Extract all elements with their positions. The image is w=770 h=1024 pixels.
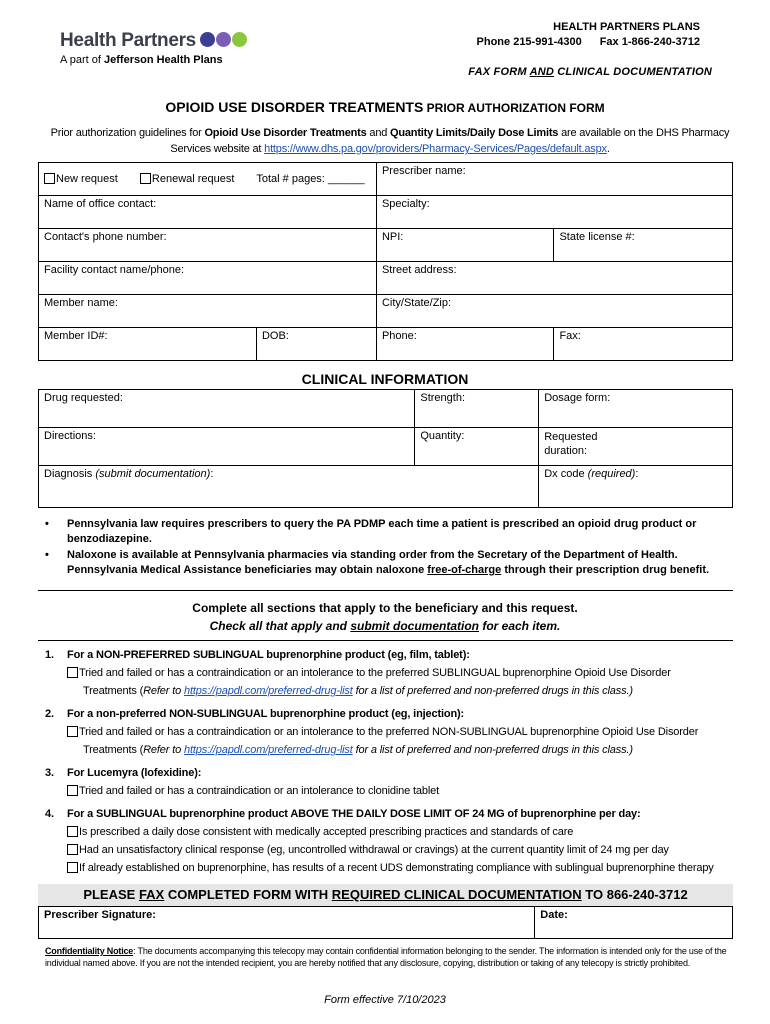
- prescriber-phone-label: Phone:: [381, 330, 417, 342]
- street-address-field[interactable]: [376, 262, 732, 295]
- drug-requested-label: Drug requested:: [44, 392, 123, 404]
- item-number: 3.: [45, 767, 54, 779]
- confidentiality-text: : The documents accompanying this telecopy may contain confidential information belonging to the sender. The information is intended only for the use of the individual named above. If you are not the intended recipient, you are hereby notified that any disclosure, copying, distribution or taking of any telecopy is strictly prohibited.: [45, 946, 727, 968]
- diagnosis-note: (submit documentation): [95, 468, 211, 480]
- member-name-field[interactable]: [39, 295, 377, 328]
- logo-tagline: [60, 54, 223, 66]
- free-of-charge-text: free-of-charge: [427, 564, 502, 576]
- intro-t3: are available on the DHS Pharmacy Services website at: [170, 127, 730, 155]
- fax-form-b: CLINICAL DOCUMENTATION: [554, 66, 712, 78]
- fax-bar-t2: COMPLETED FORM WITH: [164, 887, 332, 902]
- item1-option1-label: Tried and failed or has a contraindication or an intolerance to the preferred SUBLINGUAL buprenorphine Opioid Use Disorder: [79, 667, 671, 679]
- fax-bar-u1: FAX: [138, 887, 165, 902]
- contact-phone-label: Contact's phone number:: [44, 231, 167, 243]
- intro-t4: .: [606, 143, 610, 155]
- prescriber-signature-label: Prescriber Signature:: [44, 909, 156, 921]
- prescriber-name-label: Prescriber name:: [381, 165, 466, 177]
- instructions: [0, 599, 770, 635]
- logo-dot-1: [200, 32, 215, 47]
- quantity-field[interactable]: [415, 428, 539, 466]
- drug-requested-field[interactable]: [39, 390, 415, 428]
- dx-code-label: Dx code: [544, 468, 588, 480]
- dob-label: DOB:: [261, 330, 289, 342]
- prescriber-name-field[interactable]: [376, 163, 732, 196]
- confidentiality-notice: [45, 945, 735, 969]
- dob-field[interactable]: [256, 328, 376, 361]
- renewal-request-checkbox[interactable]: [140, 173, 151, 184]
- date-label: Date:: [540, 909, 568, 921]
- diagnosis-colon: :: [210, 468, 214, 480]
- fax-bar-t3: TO 866-240-3712: [581, 887, 688, 902]
- item4-option1-label: Is prescribed a daily dose consistent with medically accepted prescribing practices and standards of care: [79, 826, 574, 838]
- instructions-line2a: Check all that apply and: [209, 619, 351, 633]
- naloxone-bullet-text-b: through their prescription drug benefit.: [501, 564, 710, 576]
- quantity-label: Quantity:: [420, 430, 465, 442]
- logo-dot-2: [216, 32, 231, 47]
- item1-cont-i: Refer to: [143, 685, 184, 697]
- contact-phone-field[interactable]: [39, 229, 377, 262]
- criteria-list: [45, 646, 735, 882]
- logo-mark: [200, 32, 245, 48]
- state-license-label: State license #:: [559, 231, 635, 243]
- directions-label: Directions:: [44, 430, 96, 442]
- item-heading: For Lucemyra (lofexidine):: [67, 767, 202, 779]
- intro-b2: Quantity Limits/Daily Dose Limits: [390, 127, 559, 139]
- city-state-zip-field[interactable]: [376, 295, 732, 328]
- specialty-field[interactable]: [376, 196, 732, 229]
- item-heading: For a SUBLINGUAL buprenorphine product ABOVE THE DAILY DOSE LIMIT OF 24 MG of buprenorphine per day:: [67, 808, 641, 820]
- prescriber-fax-label: Fax:: [559, 330, 581, 342]
- instructions-line2b: for each item.: [479, 619, 561, 633]
- criteria-item-2: [45, 705, 735, 759]
- confidentiality-label: Confidentiality Notice: [45, 946, 134, 956]
- new-request-label: New request: [56, 173, 118, 185]
- item1-cont-b: for a list of preferred and non-preferred drugs in this class.): [352, 685, 633, 697]
- total-pages-field[interactable]: Total # pages: ______: [256, 173, 365, 185]
- logo-tagline-prefix: A part of: [60, 54, 105, 66]
- item1-option1-checkbox[interactable]: [67, 667, 78, 678]
- criteria-item-3: [45, 764, 735, 800]
- fax-bar-t1: PLEASE: [83, 887, 139, 902]
- new-request-checkbox[interactable]: [44, 173, 55, 184]
- item4-option3-label: If already established on buprenorphine, has results of a recent UDS demonstrating compliance with sublingual buprenorphine therapy: [79, 862, 714, 874]
- item-number: 4.: [45, 808, 54, 820]
- npi-label: NPI:: [381, 231, 404, 243]
- item-heading: For a NON-PREFERRED SUBLINGUAL buprenorphine product (eg, film, tablet):: [67, 649, 470, 661]
- item2-option1-checkbox[interactable]: [67, 726, 78, 737]
- naloxone-bullet: [45, 548, 725, 578]
- fax-bar-u2: REQUIRED CLINICAL DOCUMENTATION: [331, 887, 582, 902]
- item-number: 1.: [45, 649, 54, 661]
- form-effective-date: Form effective 7/10/2023: [324, 994, 446, 1006]
- item2-option1-label: Tried and failed or has a contraindication or an intolerance to the preferred NON-SUBLINGUAL buprenorphine Opioid Use Disorder: [79, 726, 699, 738]
- notice-bullets: [45, 517, 725, 579]
- item-heading: For a non-preferred NON-SUBLINGUAL buprenorphine product (eg, injection):: [67, 708, 465, 720]
- date-field[interactable]: [535, 907, 733, 939]
- facility-contact-label: Facility contact name/phone:: [44, 264, 185, 276]
- member-name-label: Member name:: [44, 297, 118, 309]
- prescriber-fax-field[interactable]: [554, 328, 733, 361]
- office-contact-field[interactable]: [39, 196, 377, 229]
- title-main: OPIOID USE DISORDER TREATMENTS: [165, 99, 424, 115]
- dosage-form-field[interactable]: [539, 390, 733, 428]
- plans-phone: Phone 215-991-4300: [476, 36, 582, 48]
- preferred-drug-list-link[interactable]: https://papdl.com/preferred-drug-list: [183, 744, 353, 756]
- preferred-drug-list-link[interactable]: https://papdl.com/preferred-drug-list: [183, 685, 353, 697]
- npi-field[interactable]: [376, 229, 554, 262]
- member-id-label: Member ID#:: [44, 330, 108, 342]
- diagnosis-label: Diagnosis: [44, 468, 96, 480]
- street-address-label: Street address:: [381, 264, 457, 276]
- item4-option2-label: Had an unsatisfactory clinical response (eg, uncontrolled withdrawal or cravings) at the current quantity limit of 24 mg per day: [79, 844, 669, 856]
- clinical-info-title: CLINICAL INFORMATION: [301, 371, 469, 387]
- specialty-label: Specialty:: [381, 198, 430, 210]
- fax-form-and: AND: [529, 66, 555, 78]
- request-table: [38, 162, 733, 361]
- item4-option2-checkbox[interactable]: [67, 844, 78, 855]
- plan-contact: [477, 20, 700, 50]
- pdmp-bullet-text: Pennsylvania law requires prescribers to query the PA PDMP each time a patient is prescribed an opioid drug product or benzodiazepine.: [67, 518, 697, 545]
- form-title: [0, 99, 770, 115]
- divider-top: [38, 590, 733, 591]
- plans-fax: Fax 1-866-240-3712: [599, 36, 700, 48]
- clinical-table: [38, 389, 733, 508]
- office-contact-label: Name of office contact:: [44, 198, 157, 210]
- intro-text: [50, 125, 730, 157]
- dx-code-note: (required): [587, 468, 636, 480]
- item2-cont-a: Treatments (: [83, 744, 144, 756]
- fax-instructions-bar: [38, 884, 733, 906]
- fax-form-heading: [468, 66, 712, 78]
- instructions-line1: Complete all sections that apply to the beneficiary and this request.: [192, 601, 578, 615]
- signature-table: [38, 906, 733, 939]
- logo-name: Health Partners: [60, 30, 196, 51]
- requested-duration-field[interactable]: [539, 428, 733, 466]
- fax-form-a: FAX FORM: [468, 66, 530, 78]
- item3-option1-checkbox[interactable]: [67, 785, 78, 796]
- intro-t1: Prior authorization guidelines for: [50, 127, 205, 139]
- renewal-request-label: Renewal request: [151, 173, 235, 185]
- item1-cont-a: Treatments (: [83, 685, 144, 697]
- dosage-form-label: Dosage form:: [544, 392, 611, 404]
- item2-cont-b: for a list of preferred and non-preferred drugs in this class.): [352, 744, 633, 756]
- plans-name: HEALTH PARTNERS PLANS: [553, 21, 700, 33]
- logo-dot-3: [232, 32, 247, 47]
- facility-contact-field[interactable]: [39, 262, 377, 295]
- intro-b1: Opioid Use Disorder Treatments: [204, 127, 367, 139]
- diagnosis-field[interactable]: [39, 466, 539, 508]
- request-type-cell: [39, 163, 377, 196]
- city-state-zip-label: City/State/Zip:: [381, 297, 452, 309]
- intro-t2: and: [366, 127, 391, 139]
- dx-code-field[interactable]: [539, 466, 733, 508]
- logo-tagline-bold: Jefferson Health Plans: [104, 54, 223, 66]
- item4-option1-checkbox[interactable]: [67, 826, 78, 837]
- strength-field[interactable]: [415, 390, 539, 428]
- requested-duration-label: Requested duration:: [544, 431, 598, 457]
- item2-cont-i: Refer to: [143, 744, 184, 756]
- dhs-pharmacy-link[interactable]: https://www.dhs.pa.gov/providers/Pharmacy-Services/Pages/default.aspx: [264, 143, 607, 155]
- title-sub: PRIOR AUTHORIZATION FORM: [423, 101, 605, 115]
- state-license-field[interactable]: [554, 229, 733, 262]
- divider-bottom: [38, 640, 733, 641]
- dx-code-colon: :: [635, 468, 639, 480]
- item4-option3-checkbox[interactable]: [67, 862, 78, 873]
- directions-field[interactable]: [39, 428, 415, 466]
- criteria-item-1: [45, 646, 735, 700]
- member-id-field[interactable]: [39, 328, 257, 361]
- criteria-item-4: [45, 805, 735, 877]
- instructions-line2: [0, 617, 770, 635]
- item-number: 2.: [45, 708, 54, 720]
- prescriber-phone-field[interactable]: [376, 328, 554, 361]
- item3-option1-label: Tried and failed or has a contraindication or an intolerance to clonidine tablet: [79, 785, 439, 797]
- pdmp-bullet: [45, 517, 725, 547]
- prescriber-signature-field[interactable]: [39, 907, 535, 939]
- strength-label: Strength:: [420, 392, 466, 404]
- instructions-line2u: submit documentation: [350, 619, 479, 633]
- naloxone-bullet-text-a: Naloxone is available at Pennsylvania pharmacies via standing order from the Secretary of the Department of Health. Pennsylvania Medical Assistance beneficiaries may obtain naloxone: [67, 549, 678, 576]
